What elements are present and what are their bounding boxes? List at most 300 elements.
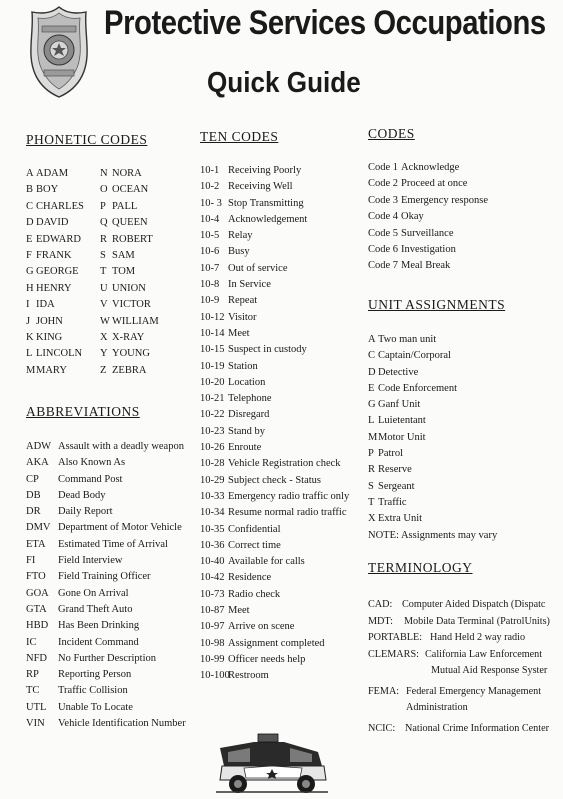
phonetic-word: CHARLES	[36, 200, 84, 212]
ten-code-meaning: Out of service	[228, 262, 288, 274]
code-number: Code 7	[368, 260, 399, 272]
phonetic-row	[26, 363, 159, 379]
ten-code: 10-14	[200, 327, 225, 339]
code-meaning: Okay	[401, 211, 424, 223]
unit-letter: X	[368, 513, 376, 525]
code-meaning: Acknowledge	[401, 162, 460, 173]
abbreviation-row	[26, 651, 186, 667]
codes-heading: CODES	[368, 126, 415, 141]
phonetic-row	[26, 215, 159, 231]
ten-code-meaning: Relay	[228, 230, 253, 242]
unit-meaning: Traffic	[378, 496, 407, 508]
unit-row	[368, 511, 497, 527]
term-definition: Administration	[406, 702, 468, 713]
phonetic-row	[26, 248, 159, 264]
phonetic-word: YOUNG	[112, 348, 150, 360]
terminology-item-continuation	[368, 700, 550, 717]
phonetic-letter: B	[26, 184, 34, 196]
ten-code-meaning: Visitor	[228, 311, 257, 323]
unit-row	[368, 413, 497, 429]
unit-assignments-note: NOTE: Assignments may vary	[368, 529, 498, 541]
abbreviation-row	[26, 635, 186, 651]
abbreviation-code: GOA	[26, 587, 49, 599]
ten-code: 10-9	[200, 295, 220, 307]
term-definition: Hand Held 2 way radio	[430, 632, 526, 643]
ten-code-row	[200, 375, 349, 391]
term-abbr: FEMA:	[368, 685, 400, 697]
ten-code: 10-33	[200, 490, 225, 502]
phonetic-letter: J	[26, 315, 31, 327]
phonetic-row	[26, 166, 159, 182]
ten-code-row	[200, 440, 349, 456]
phonetic-letter: X	[100, 331, 108, 343]
ten-code: 10-97	[200, 621, 225, 633]
phonetic-letter: S	[100, 249, 106, 261]
ten-code: 10-34	[200, 507, 225, 519]
code-number: Code 5	[368, 227, 399, 239]
phonetic-letter: N	[100, 168, 108, 179]
abbreviation-meaning: Daily Report	[58, 506, 113, 518]
ten-code-meaning: Resume normal radio traffic	[228, 507, 347, 519]
terminology-item	[368, 721, 550, 738]
ten-code: 10-35	[200, 523, 225, 535]
phonetic-letter: G	[26, 266, 34, 278]
ten-code-row	[200, 652, 349, 668]
unit-meaning: Sergeant	[378, 480, 415, 492]
ten-code-meaning: Arrive on scene	[228, 621, 295, 633]
phonetic-letter: L	[26, 348, 33, 360]
ten-code-row	[200, 261, 349, 277]
phonetic-letter: I	[26, 299, 30, 311]
abbreviation-code: HBD	[26, 620, 49, 632]
ten-code: 10-5	[200, 230, 220, 242]
code-row	[368, 242, 488, 258]
abbreviation-row	[26, 520, 186, 536]
phonetic-word: ROBERT	[112, 233, 153, 245]
phonetic-row	[26, 314, 159, 330]
ten-code: 10-42	[200, 572, 225, 584]
phonetic-letter: A	[26, 168, 34, 179]
terminology-item	[368, 684, 550, 701]
abbreviation-row	[26, 716, 186, 732]
ten-code-meaning: Station	[228, 360, 258, 372]
term-definition: California Law Enforcement	[425, 648, 543, 660]
phonetic-word: MARY	[36, 364, 67, 376]
ten-code-row	[200, 603, 349, 619]
ten-code: 10-7	[200, 262, 220, 274]
ten-code: 10-23	[200, 425, 225, 437]
phonetic-letter: Z	[100, 364, 107, 376]
abbreviation-code: ADW	[26, 441, 52, 452]
code-number: Code 6	[368, 243, 399, 255]
ten-code: 10-19	[200, 360, 225, 372]
abbreviation-meaning: Unable To Locate	[58, 701, 133, 713]
abbreviations-heading: ABBREVIATIONS	[26, 404, 140, 419]
ten-code-meaning: Acknowledgement	[228, 213, 308, 225]
ten-code-meaning: Telephone	[228, 393, 272, 405]
phonetic-letter: V	[100, 299, 108, 311]
abbreviation-meaning: Traffic Collision	[58, 685, 128, 697]
phonetic-row	[26, 264, 159, 280]
ten-code-meaning: Receiving Well	[228, 181, 293, 193]
terminology-item	[368, 647, 550, 664]
phonetic-letter: F	[26, 249, 32, 261]
ten-code-row	[200, 228, 349, 244]
ten-code-row	[200, 424, 349, 440]
ten-code-meaning: Restroom	[228, 670, 269, 682]
unit-letter: M	[368, 431, 378, 443]
phonetic-word: ADAM	[36, 168, 69, 179]
phonetic-word: IDA	[36, 299, 55, 311]
terminology-heading: TERMINOLOGY	[368, 560, 473, 575]
abbreviation-code: AKA	[26, 457, 49, 469]
ten-code: 10-73	[200, 588, 225, 600]
unit-letter: P	[368, 448, 374, 460]
abbreviation-code: DR	[26, 506, 41, 518]
ten-code: 10-1	[200, 165, 220, 176]
code-meaning: Emergency response	[401, 194, 488, 206]
phonetic-word: BOY	[36, 184, 59, 196]
phonetic-codes-heading: PHONETIC CODES	[26, 132, 148, 147]
code-row	[368, 193, 488, 209]
abbreviation-meaning: Has Been Drinking	[58, 620, 140, 632]
abbreviation-meaning: Incident Command	[58, 636, 139, 648]
ten-code-row	[200, 342, 349, 358]
ten-code-meaning: Disregard	[228, 409, 270, 421]
abbreviation-code: CP	[26, 473, 39, 485]
abbreviation-row	[26, 488, 186, 504]
abbreviation-row	[26, 683, 186, 699]
code-number: Code 3	[368, 194, 399, 206]
abbreviation-meaning: Dead Body	[58, 489, 106, 501]
ten-code-row	[200, 326, 349, 342]
phonetic-row	[26, 232, 159, 248]
term-abbr: PORTABLE:	[368, 632, 423, 643]
ten-code: 10-28	[200, 458, 225, 470]
phonetic-letter: M	[26, 364, 36, 376]
abbreviation-code: DMV	[26, 522, 51, 534]
code-meaning: Meal Break	[401, 260, 451, 272]
ten-code-meaning: Assignment completed	[228, 637, 325, 649]
terminology-item	[368, 597, 550, 614]
abbreviation-code: GTA	[26, 603, 47, 615]
ten-code-row	[200, 505, 349, 521]
phonetic-letter: E	[26, 233, 33, 245]
abbreviation-code: FI	[26, 555, 36, 567]
ten-code-meaning: Location	[228, 376, 266, 388]
ten-code: 10-100	[200, 670, 230, 682]
abbreviation-code: IC	[26, 636, 37, 648]
abbreviation-row	[26, 455, 186, 471]
ten-code-row	[200, 310, 349, 326]
unit-letter: E	[368, 382, 375, 394]
ten-code-meaning: Emergency radio traffic only	[228, 490, 350, 502]
abbreviation-meaning: No Further Description	[58, 652, 156, 664]
abbreviation-meaning: Field Interview	[58, 555, 123, 567]
unit-row	[368, 381, 497, 397]
phonetic-word: WILLIAM	[112, 315, 159, 327]
ten-code-meaning: Stop Transmitting	[228, 197, 304, 209]
phonetic-word: UNION	[112, 282, 146, 294]
code-meaning: Surveillance	[401, 227, 454, 239]
phonetic-word: DAVID	[36, 217, 69, 229]
abbreviation-row	[26, 618, 186, 634]
abbreviation-meaning: Assault with a deadly weapon	[58, 441, 184, 452]
ten-code-row	[200, 619, 349, 635]
ten-code-row	[200, 293, 349, 309]
code-row	[368, 226, 488, 242]
unit-letter: G	[368, 399, 376, 411]
ten-code-row	[200, 570, 349, 586]
phonetic-codes-list	[26, 166, 159, 379]
unit-row	[368, 430, 497, 446]
unit-row	[368, 397, 497, 413]
abbreviation-row	[26, 569, 186, 585]
phonetic-word: FRANK	[36, 249, 72, 261]
phonetic-letter: K	[26, 331, 34, 343]
abbreviation-meaning: Gone On Arrival	[58, 587, 129, 599]
abbreviation-row	[26, 504, 186, 520]
unit-assignments-list	[368, 332, 497, 544]
ten-code: 10-20	[200, 376, 225, 388]
unit-meaning: Patrol	[378, 448, 404, 460]
unit-meaning: Motor Unit	[378, 431, 426, 443]
ten-code-row	[200, 179, 349, 195]
abbreviation-row	[26, 602, 186, 618]
phonetic-letter: C	[26, 200, 34, 212]
ten-code-row	[200, 277, 349, 293]
ten-code-meaning: Radio check	[228, 588, 281, 600]
ten-code: 10-12	[200, 311, 225, 323]
ten-code-meaning: Confidential	[228, 523, 281, 535]
unit-row	[368, 462, 497, 478]
abbreviation-code: NFD	[26, 652, 48, 664]
ten-code-row	[200, 587, 349, 603]
phonetic-row	[26, 281, 159, 297]
ten-codes-heading: TEN CODES	[200, 129, 279, 144]
unit-letter: S	[368, 480, 374, 492]
term-definition: Federal Emergency Management	[406, 685, 542, 697]
term-definition: Mobile Data Terminal (PatrolUnits)	[404, 615, 550, 627]
unit-meaning: Extra Unit	[378, 513, 423, 525]
ten-code-meaning: Receiving Poorly	[228, 165, 302, 176]
ten-code: 10-2	[200, 181, 220, 193]
phonetic-row	[26, 297, 159, 313]
ten-code: 10-87	[200, 605, 225, 617]
ten-code: 10- 3	[200, 197, 222, 209]
abbreviation-code: DB	[26, 489, 41, 501]
code-number: Code 2	[368, 178, 399, 190]
phonetic-letter: H	[26, 282, 34, 294]
ten-code-meaning: Suspect in custody	[228, 344, 307, 356]
abbreviation-meaning: Field Training Officer	[58, 571, 151, 583]
ten-code-meaning: In Service	[228, 279, 271, 291]
code-number: Code 1	[368, 162, 399, 173]
phonetic-letter: D	[26, 217, 34, 229]
phonetic-row	[26, 330, 159, 346]
phonetic-word: GEORGE	[36, 266, 79, 278]
terminology-item	[368, 614, 550, 631]
ten-code: 10-15	[200, 344, 225, 356]
ten-code-meaning: Busy	[228, 246, 250, 258]
ten-code: 10-98	[200, 637, 225, 649]
phonetic-word: OCEAN	[112, 184, 149, 196]
phonetic-row	[26, 182, 159, 198]
phonetic-word: SAM	[112, 249, 135, 261]
term-abbr: CLEMARS:	[368, 648, 419, 660]
ten-code-row	[200, 522, 349, 538]
abbreviation-meaning: Department of Motor Vehicle	[58, 522, 182, 534]
phonetic-word: PALL	[112, 200, 138, 212]
abbreviation-row	[26, 586, 186, 602]
ten-codes-list	[200, 163, 349, 685]
abbreviation-row	[26, 439, 186, 455]
unit-letter: D	[368, 366, 376, 378]
unit-letter: A	[368, 334, 376, 345]
page-subtitle: Quick Guide	[207, 67, 361, 99]
phonetic-word: VICTOR	[112, 299, 151, 311]
ten-code-row	[200, 391, 349, 407]
phonetic-word: X-RAY	[112, 331, 145, 343]
ten-code-meaning: Repeat	[228, 295, 258, 307]
ten-code: 10-6	[200, 246, 220, 258]
unit-meaning: Code Enforcement	[378, 382, 458, 394]
ten-code-row	[200, 473, 349, 489]
phonetic-word: QUEEN	[112, 217, 148, 229]
phonetic-letter: R	[100, 233, 108, 245]
ten-code: 10-21	[200, 393, 225, 405]
ten-code-row	[200, 244, 349, 260]
code-row	[368, 160, 488, 176]
abbreviation-row	[26, 553, 186, 569]
ten-code-row	[200, 163, 349, 179]
code-row	[368, 176, 488, 192]
ten-code-row	[200, 538, 349, 554]
unit-meaning: Two man unit	[378, 334, 437, 345]
unit-letter: C	[368, 350, 376, 362]
term-definition: Mutual Aid Response Syster	[431, 665, 548, 676]
ten-code: 10-22	[200, 409, 225, 421]
ten-code-row	[200, 489, 349, 505]
phonetic-letter: Y	[100, 348, 108, 360]
term-definition: Computer Aided Dispatch (Dispatc	[402, 599, 546, 610]
unit-meaning: Reserve	[378, 464, 412, 476]
abbreviation-meaning: Also Known As	[58, 457, 126, 469]
police-badge-logo	[26, 4, 92, 98]
ten-code: 10-4	[200, 213, 220, 225]
ten-code-row	[200, 636, 349, 652]
abbreviation-meaning: Vehicle Identification Number	[58, 718, 186, 730]
unit-letter: L	[368, 415, 375, 427]
abbreviation-row	[26, 537, 186, 553]
code-meaning: Proceed at once	[401, 178, 468, 190]
ten-code-meaning: Meet	[228, 605, 250, 617]
ten-code: 10-29	[200, 474, 225, 486]
ten-code: 10-99	[200, 653, 225, 665]
abbreviation-meaning: Command Post	[58, 473, 123, 485]
phonetic-letter: Q	[100, 217, 108, 229]
unit-row	[368, 365, 497, 381]
unit-meaning: Ganf Unit	[378, 399, 421, 411]
unit-row	[368, 446, 497, 462]
abbreviation-meaning: Grand Theft Auto	[58, 603, 133, 615]
phonetic-letter: W	[100, 315, 110, 327]
page-title: Protective Services Occupations	[104, 4, 546, 42]
ten-code-row	[200, 668, 349, 684]
abbreviation-code: FTO	[26, 571, 46, 583]
codes-list	[368, 160, 488, 275]
phonetic-letter: O	[100, 184, 108, 196]
ten-code-meaning: Meet	[228, 327, 250, 339]
term-abbr: NCIC:	[368, 722, 396, 734]
term-definition: National Crime Information Center	[405, 722, 549, 734]
phonetic-letter: T	[100, 266, 107, 278]
phonetic-row	[26, 199, 159, 215]
abbreviation-row	[26, 472, 186, 488]
phonetic-row	[26, 346, 159, 362]
police-vehicle-illustration	[214, 722, 330, 796]
ten-code: 10-40	[200, 556, 225, 568]
unit-assignments-heading: UNIT ASSIGNMENTS	[368, 297, 506, 312]
ten-code-meaning: Vehicle Registration check	[228, 458, 341, 470]
code-row	[368, 209, 488, 225]
abbreviation-code: UTL	[26, 701, 47, 713]
abbreviation-row	[26, 700, 186, 716]
ten-code-meaning: Officer needs help	[228, 653, 306, 665]
ten-code-meaning: Stand by	[228, 425, 266, 437]
ten-code: 10-26	[200, 442, 225, 454]
ten-code-meaning: Enroute	[228, 442, 262, 454]
ten-code: 10-8	[200, 279, 220, 291]
abbreviation-meaning: Estimated Time of Arrival	[58, 538, 168, 550]
ten-code-meaning: Subject check - Status	[228, 474, 322, 486]
phonetic-word: TOM	[112, 266, 136, 278]
ten-code-meaning: Correct time	[228, 539, 281, 551]
abbreviation-code: ETA	[26, 538, 46, 550]
unit-meaning: Luietentant	[378, 415, 426, 427]
ten-code: 10-36	[200, 539, 225, 551]
unit-row	[368, 348, 497, 364]
phonetic-word: HENRY	[36, 282, 72, 294]
ten-code-row	[200, 554, 349, 570]
terminology-item	[368, 630, 550, 647]
phonetic-word: ZEBRA	[112, 364, 147, 376]
abbreviation-code: TC	[26, 685, 40, 697]
terminology-list	[368, 597, 550, 737]
ten-code-meaning: Available for calls	[228, 556, 305, 568]
phonetic-word: EDWARD	[36, 233, 81, 245]
phonetic-word: NORA	[112, 168, 142, 179]
abbreviations-list	[26, 439, 186, 732]
unit-meaning: Detective	[378, 366, 419, 378]
ten-code-row	[200, 196, 349, 212]
code-meaning: Investigation	[401, 243, 456, 255]
phonetic-letter: U	[100, 282, 108, 294]
unit-letter: T	[368, 496, 375, 508]
terminology-item-continuation	[368, 663, 550, 680]
abbreviation-row	[26, 667, 186, 683]
abbreviation-code: RP	[26, 669, 39, 681]
ten-code-row	[200, 212, 349, 228]
abbreviation-code: VIN	[26, 718, 45, 730]
unit-row	[368, 332, 497, 348]
unit-meaning: Captain/Corporal	[378, 350, 451, 362]
term-abbr: CAD:	[368, 599, 393, 610]
phonetic-word: JOHN	[36, 315, 63, 327]
unit-row	[368, 479, 497, 495]
term-abbr: MDT:	[368, 615, 393, 627]
unit-letter: R	[368, 464, 376, 476]
